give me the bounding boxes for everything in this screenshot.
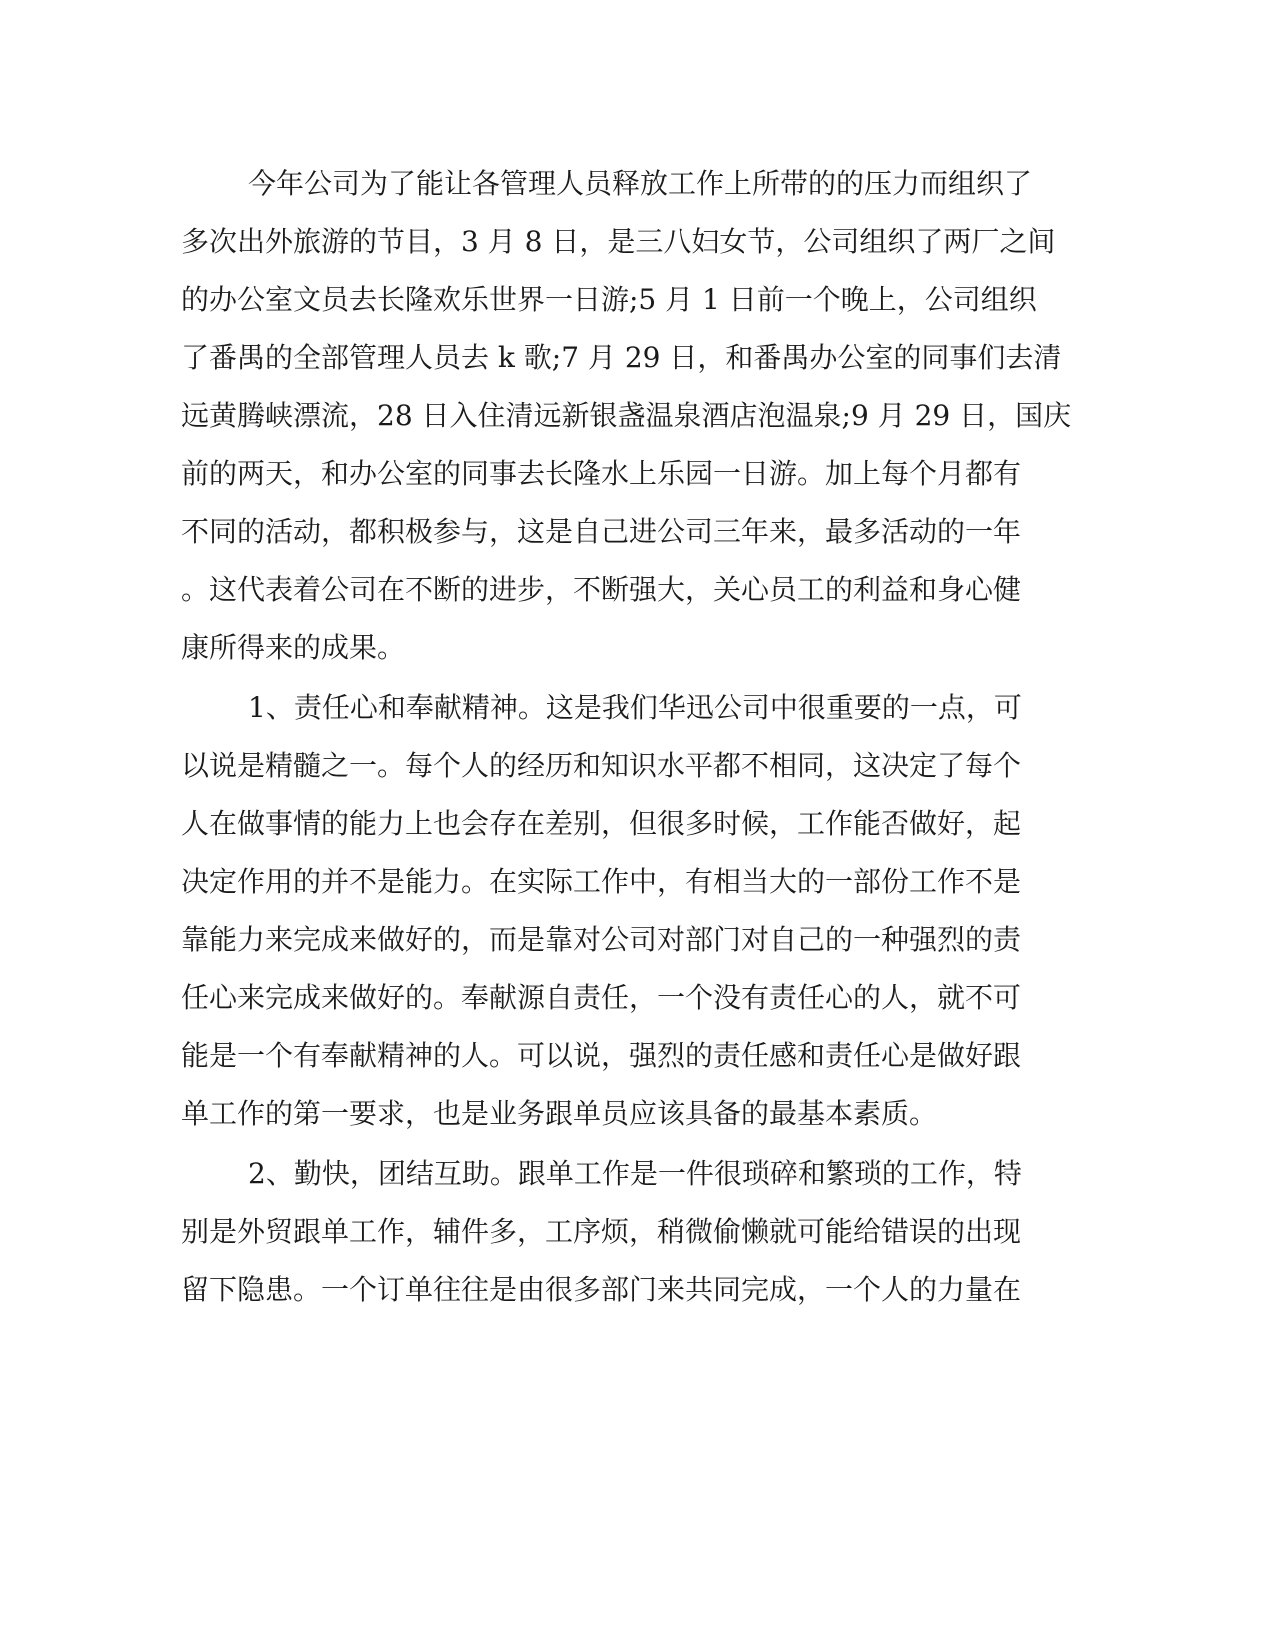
text-line-6: 前的两天，和办公室的同事去长隆水上乐园一日游。加上每个月都有 [181, 457, 1022, 490]
text-line-1: 今年公司为了能让各管理人员释放工作上所带的的压力而组织了 [248, 167, 1033, 200]
text-line-13: 决定作用的并不是能力。在实际工作中，有相当大的一部份工作不是 [181, 865, 1022, 898]
text-line-2: 多次出外旅游的节目，3 月 8 日，是三八妇女节，公司组织了两厂之间 [181, 225, 1056, 258]
text-line-3: 的办公室文员去长隆欢乐世界一日游;5 月 1 日前一个晚上，公司组织 [181, 283, 1037, 316]
text-line-4: 了番禺的全部管理人员去 k 歌;7 月 29 日，和番禺办公室的同事们去清 [181, 341, 1062, 374]
text-line-20: 留下隐患。一个订单往往是由很多部门来共同完成，一个人的力量在 [181, 1273, 1022, 1306]
text-line-10: 1、责任心和奉献精神。这是我们华迅公司中很重要的一点，可 [248, 691, 1022, 724]
text-line-17: 单工作的第一要求，也是业务跟单员应该具备的最基本素质。 [181, 1097, 938, 1130]
text-line-16: 能是一个有奉献精神的人。可以说，强烈的责任感和责任心是做好跟 [181, 1039, 1022, 1072]
text-line-8: 。这代表着公司在不断的进步，不断强大，关心员工的利益和身心健 [181, 573, 1022, 606]
text-line-19: 别是外贸跟单工作，辅件多，工序烦，稍微偷懒就可能给错误的出现 [181, 1215, 1022, 1248]
text-line-5: 远黄腾峡漂流，28 日入住清远新银盏温泉酒店泡温泉;9 月 29 日，国庆 [181, 399, 1072, 432]
text-line-12: 人在做事情的能力上也会存在差别，但很多时候，工作能否做好，起 [181, 807, 1022, 840]
text-line-14: 靠能力来完成来做好的，而是靠对公司对部门对自己的一种强烈的责 [181, 923, 1022, 956]
text-line-9: 康所得来的成果。 [181, 631, 406, 664]
text-line-7: 不同的活动，都积极参与，这是自己进公司三年来，最多活动的一年 [181, 515, 1022, 548]
text-line-18: 2、勤快，团结互助。跟单工作是一件很琐碎和繁琐的工作，特 [248, 1157, 1022, 1190]
text-line-15: 任心来完成来做好的。奉献源自责任，一个没有责任心的人，就不可 [181, 981, 1022, 1014]
text-line-11: 以说是精髓之一。每个人的经历和知识水平都不相同，这决定了每个 [181, 749, 1022, 782]
